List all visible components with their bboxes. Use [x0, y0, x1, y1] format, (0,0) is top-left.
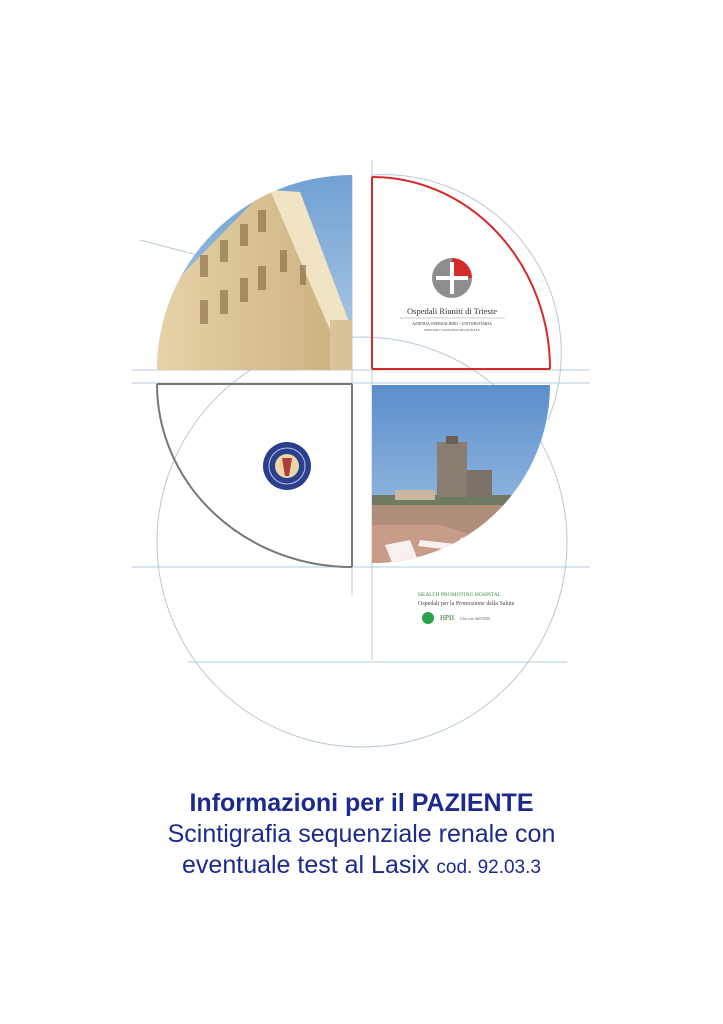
title-subject: Scintigrafia sequenziale renale con	[167, 820, 556, 848]
title-block	[0, 788, 723, 883]
seal-emblem	[263, 442, 311, 490]
hospital-logo	[400, 258, 505, 332]
hph-abbr: HPH	[440, 614, 455, 622]
hospital-name: Ospedali Riuniti di Trieste	[407, 306, 497, 316]
title-subject-line3	[0, 850, 723, 883]
hph-line1: HEALTH PROMOTING HOSPITAL	[418, 592, 502, 598]
heliport-photo	[372, 385, 552, 570]
title-heading: Informazioni per il PAZIENTE	[189, 789, 534, 817]
procedure-code: cod. 92.03.3	[436, 857, 541, 878]
hph-logo	[418, 592, 515, 624]
grey-frame	[157, 384, 352, 567]
title-subject-text: eventuale test al Lasix	[182, 851, 430, 879]
hospital-subtitle-2: SERVIZIO SANITARIO REGIONALE	[423, 328, 481, 332]
building-photo	[150, 170, 360, 380]
hph-tagline: Una rete dell'OMS	[460, 616, 491, 621]
hospital-subtitle: AZIENDA OSPEDALIERO - UNIVERSITARIA	[412, 321, 492, 326]
hph-line2: Ospedali per la Promozione della Salute	[418, 601, 515, 607]
